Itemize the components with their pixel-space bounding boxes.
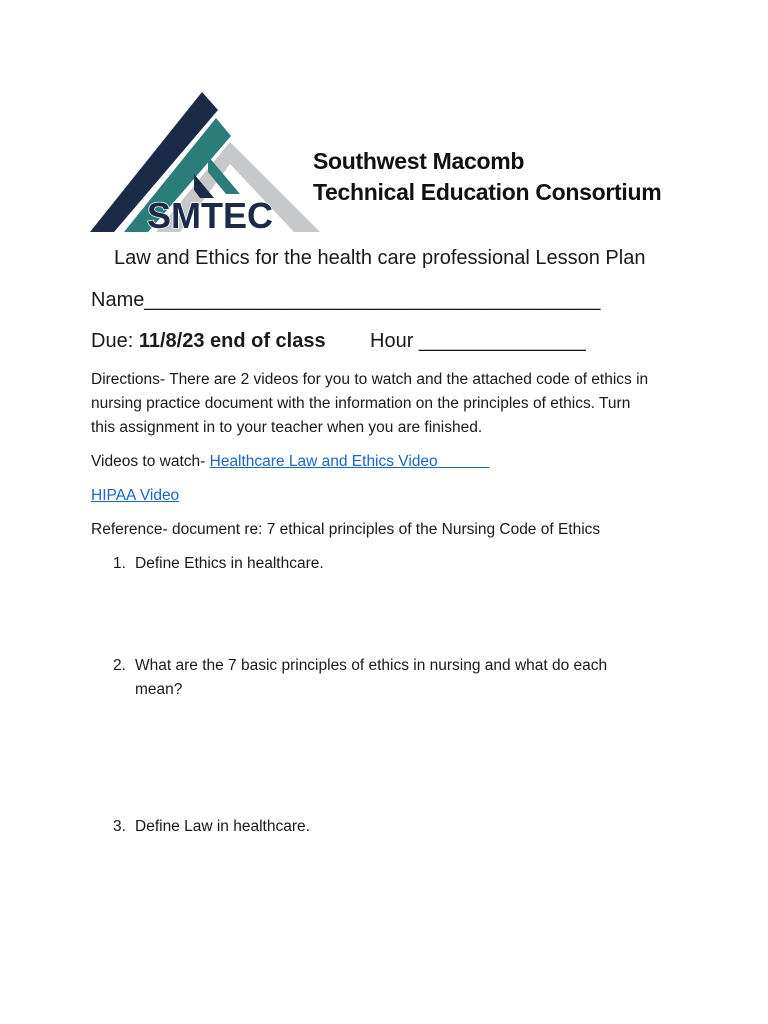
smtec-logo <box>90 92 320 234</box>
healthcare-law-ethics-video-link-text: Healthcare Law and Ethics Video <box>209 453 438 470</box>
question-item <box>113 552 324 576</box>
healthcare-law-ethics-video-link[interactable] <box>210 453 490 470</box>
hipaa-line <box>91 484 179 508</box>
directions-paragraph <box>91 368 648 440</box>
due-line <box>91 330 586 353</box>
link-trailing-space <box>438 453 490 470</box>
due-label: Due: <box>91 330 134 352</box>
due-date: 11/8/23 end of class <box>138 330 326 352</box>
org-name <box>313 146 661 208</box>
reference-line: Reference- document re: 7 ethical principles of the Nursing Code of Ethics <box>91 521 601 538</box>
question-text-continued: mean? <box>135 681 183 698</box>
hour-field <box>370 330 586 353</box>
question-text: Define Law in healthcare. <box>135 818 310 835</box>
question-number: 3. <box>113 818 126 835</box>
question-number: 2. <box>113 657 126 674</box>
question-item <box>113 654 607 702</box>
videos-label: Videos to watch- <box>91 453 206 470</box>
name-field: Name_________________________________________ <box>91 289 601 311</box>
org-name-line1: Southwest Macomb <box>313 148 525 174</box>
videos-line <box>91 450 489 474</box>
question-text: What are the 7 basic principles of ethics in nursing and what do each <box>135 657 608 674</box>
directions-line: this assignment in to your teacher when you are finished. <box>91 419 483 436</box>
directions-line: Directions- There are 2 videos for you to watch and the attached code of ethics in <box>91 371 649 388</box>
hour-blank: _______________ <box>418 330 586 352</box>
question-item <box>113 815 310 839</box>
hour-label: Hour <box>370 330 414 352</box>
hipaa-video-link[interactable]: HIPAA Video <box>91 487 180 504</box>
question-number: 1. <box>113 555 126 572</box>
logo-text: SMTEC <box>147 195 273 234</box>
org-name-line2: Technical Education Consortium <box>313 179 662 205</box>
directions-line: nursing practice document with the information on the principles of ethics. Turn <box>91 395 631 412</box>
lesson-title: Law and Ethics for the health care professional Lesson Plan <box>114 247 646 269</box>
question-text: Define Ethics in healthcare. <box>135 555 324 572</box>
